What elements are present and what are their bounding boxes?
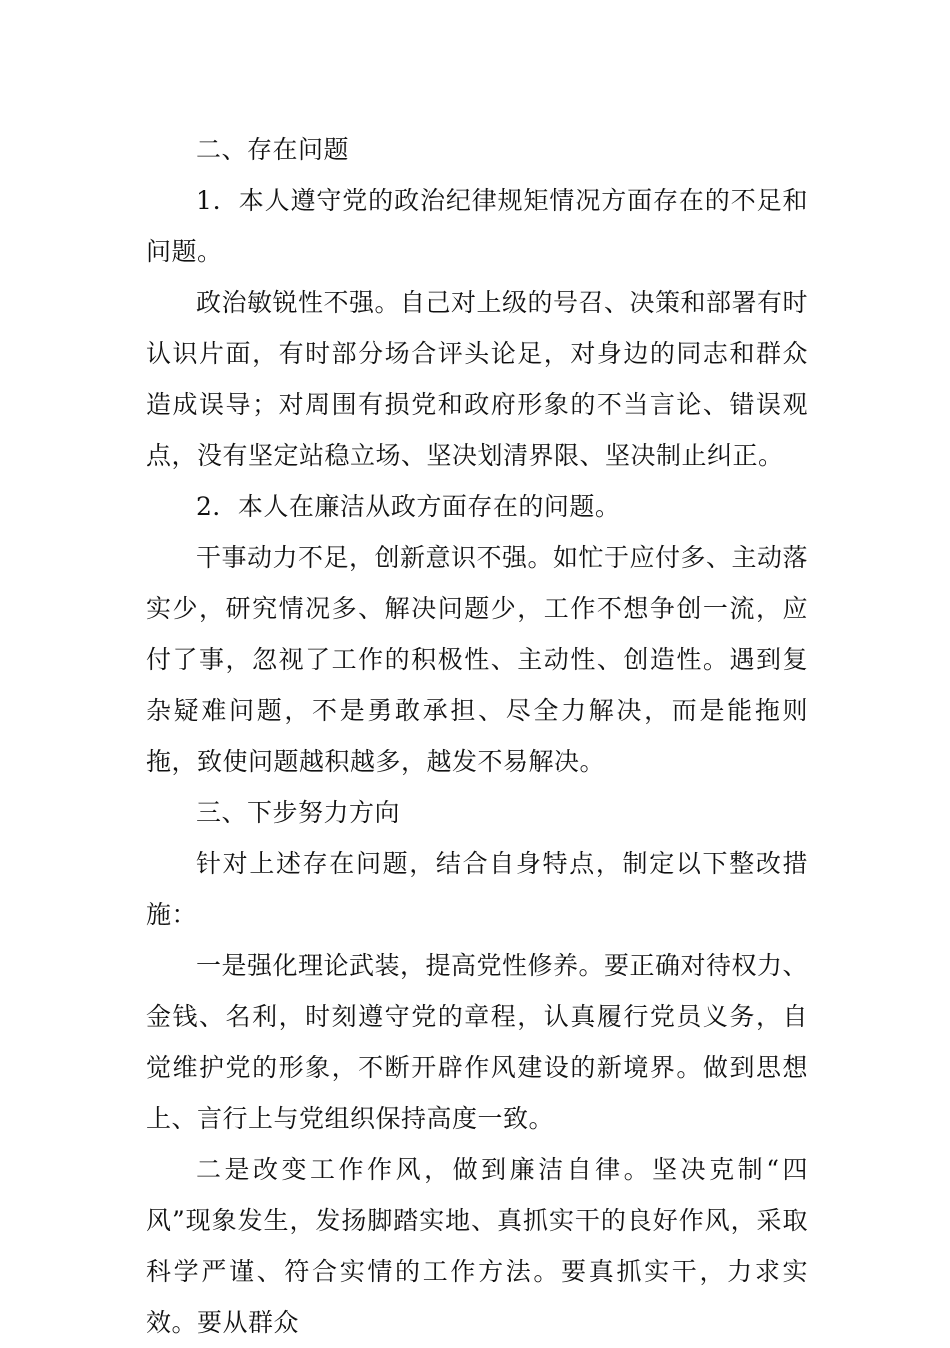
section-heading-problems: 二、存在问题 — [196, 135, 350, 164]
section3-intro: 针对上述存在问题，结合自身特点，制定以下整改措施： — [146, 849, 808, 929]
item2-body: 干事动力不足，创新意识不强。如忙于应付多、主动落实少，研究情况多、解决问题少，工作不想争创一流，应付了事，忽视了工作的积极性、主动性、创造性。遇到复杂疑难问题，不是勇敢承担、尽全力解决，而是能拖则拖，致使问题越积越多，越发不易解决。 — [146, 543, 809, 776]
measure-1: 一是强化理论武装，提高党性修养。要正确对待权力、金钱、名利，时刻遵守党的章程，认真履行党员义务，自觉维护党的形象，不断开辟作风建设的新境界。做到思想上、言行上与党组织保持高度一致。 — [146, 951, 809, 1133]
item1-title: 1．本人遵守党的政治纪律规矩情况方面存在的不足和问题。 — [146, 186, 808, 266]
item2-title: 2．本人在廉洁从政方面存在的问题。 — [196, 492, 621, 521]
section-heading-direction: 三、下步努力方向 — [196, 798, 401, 827]
item1-body: 政治敏锐性不强。自己对上级的号召、决策和部署有时认识片面，有时部分场合评头论足，对身边的同志和群众造成误导；对周围有损党和政府形象的不当言论、错误观点，没有坚定站稳立场、坚决划清界限、坚决制止纠正。 — [146, 288, 809, 470]
document-page — [146, 124, 808, 1348]
measure-2: 二是改变工作作风，做到廉洁自律。坚决克制“四风”现象发生，发扬脚踏实地、真抓实干的良好作风，采取科学严谨、符合实情的工作方法。要真抓实干，力求实效。要从群众 — [146, 1155, 808, 1337]
